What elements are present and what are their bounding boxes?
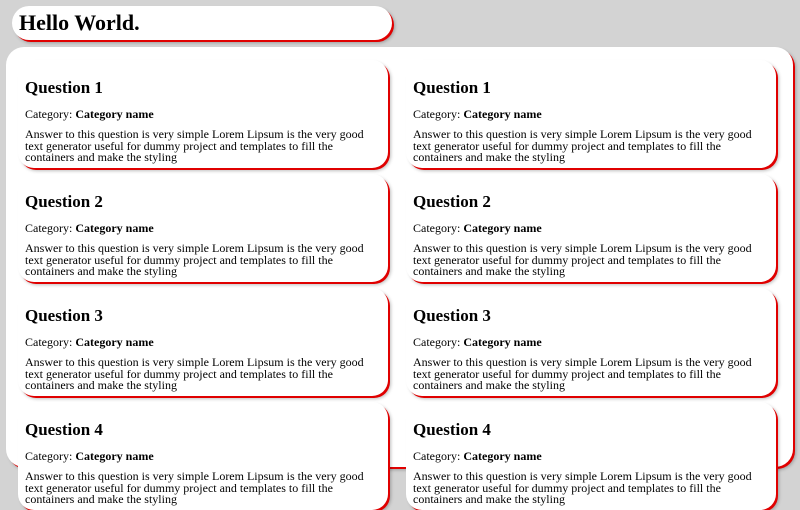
category-label: Category: [413,221,461,235]
question-answer: Answer to this question is very simple Lorem Lipsum is the very good text generator useful for dummy project and templates to fill the containers and make the styling [25,241,364,278]
question-category [25,221,381,235]
question-category [413,221,769,235]
category-label: Category: [25,449,73,463]
question-card [406,402,776,510]
category-label: Category: [25,335,73,349]
question-card [18,174,388,282]
question-category [413,335,769,349]
category-value: Category name [463,107,542,121]
category-label: Category: [413,449,461,463]
question-answer: Answer to this question is very simple Lorem Lipsum is the very good text generator useful for dummy project and templates to fill the containers and make the styling [413,355,752,392]
category-label: Category: [413,335,461,349]
question-title: Question 2 [25,192,103,211]
question-title: Question 1 [413,78,491,97]
category-value: Category name [463,449,542,463]
question-answer: Answer to this question is very simple Lorem Lipsum is the very good text generator useful for dummy project and templates to fill the containers and make the styling [413,241,752,278]
question-card [18,60,388,168]
page-header [12,6,392,40]
question-answer: Answer to this question is very simple Lorem Lipsum is the very good text generator useful for dummy project and templates to fill the containers and make the styling [413,127,752,164]
question-title: Question 3 [25,306,103,325]
category-value: Category name [75,221,154,235]
question-card [406,60,776,168]
question-title: Question 4 [413,420,491,439]
question-title: Question 1 [25,78,103,97]
question-answer: Answer to this question is very simple Lorem Lipsum is the very good text generator useful for dummy project and templates to fill the containers and make the styling [25,469,364,506]
category-label: Category: [413,107,461,121]
question-title: Question 2 [413,192,491,211]
question-category [25,335,381,349]
questions-panel [6,47,793,506]
question-card [18,288,388,396]
question-title: Question 4 [25,420,103,439]
question-category [25,449,381,463]
question-category [413,449,769,463]
page-title: Hello World. [19,10,140,35]
category-value: Category name [463,221,542,235]
question-card [18,402,388,510]
question-card [406,288,776,396]
category-value: Category name [463,335,542,349]
category-label: Category: [25,107,73,121]
question-answer: Answer to this question is very simple Lorem Lipsum is the very good text generator useful for dummy project and templates to fill the containers and make the styling [25,355,364,392]
category-value: Category name [75,449,154,463]
question-category [413,107,769,121]
category-value: Category name [75,107,154,121]
category-value: Category name [75,335,154,349]
question-title: Question 3 [413,306,491,325]
question-answer: Answer to this question is very simple Lorem Lipsum is the very good text generator useful for dummy project and templates to fill the containers and make the styling [25,127,364,164]
category-label: Category: [25,221,73,235]
question-card [406,174,776,282]
question-category [25,107,381,121]
question-answer: Answer to this question is very simple Lorem Lipsum is the very good text generator useful for dummy project and templates to fill the containers and make the styling [413,469,752,506]
